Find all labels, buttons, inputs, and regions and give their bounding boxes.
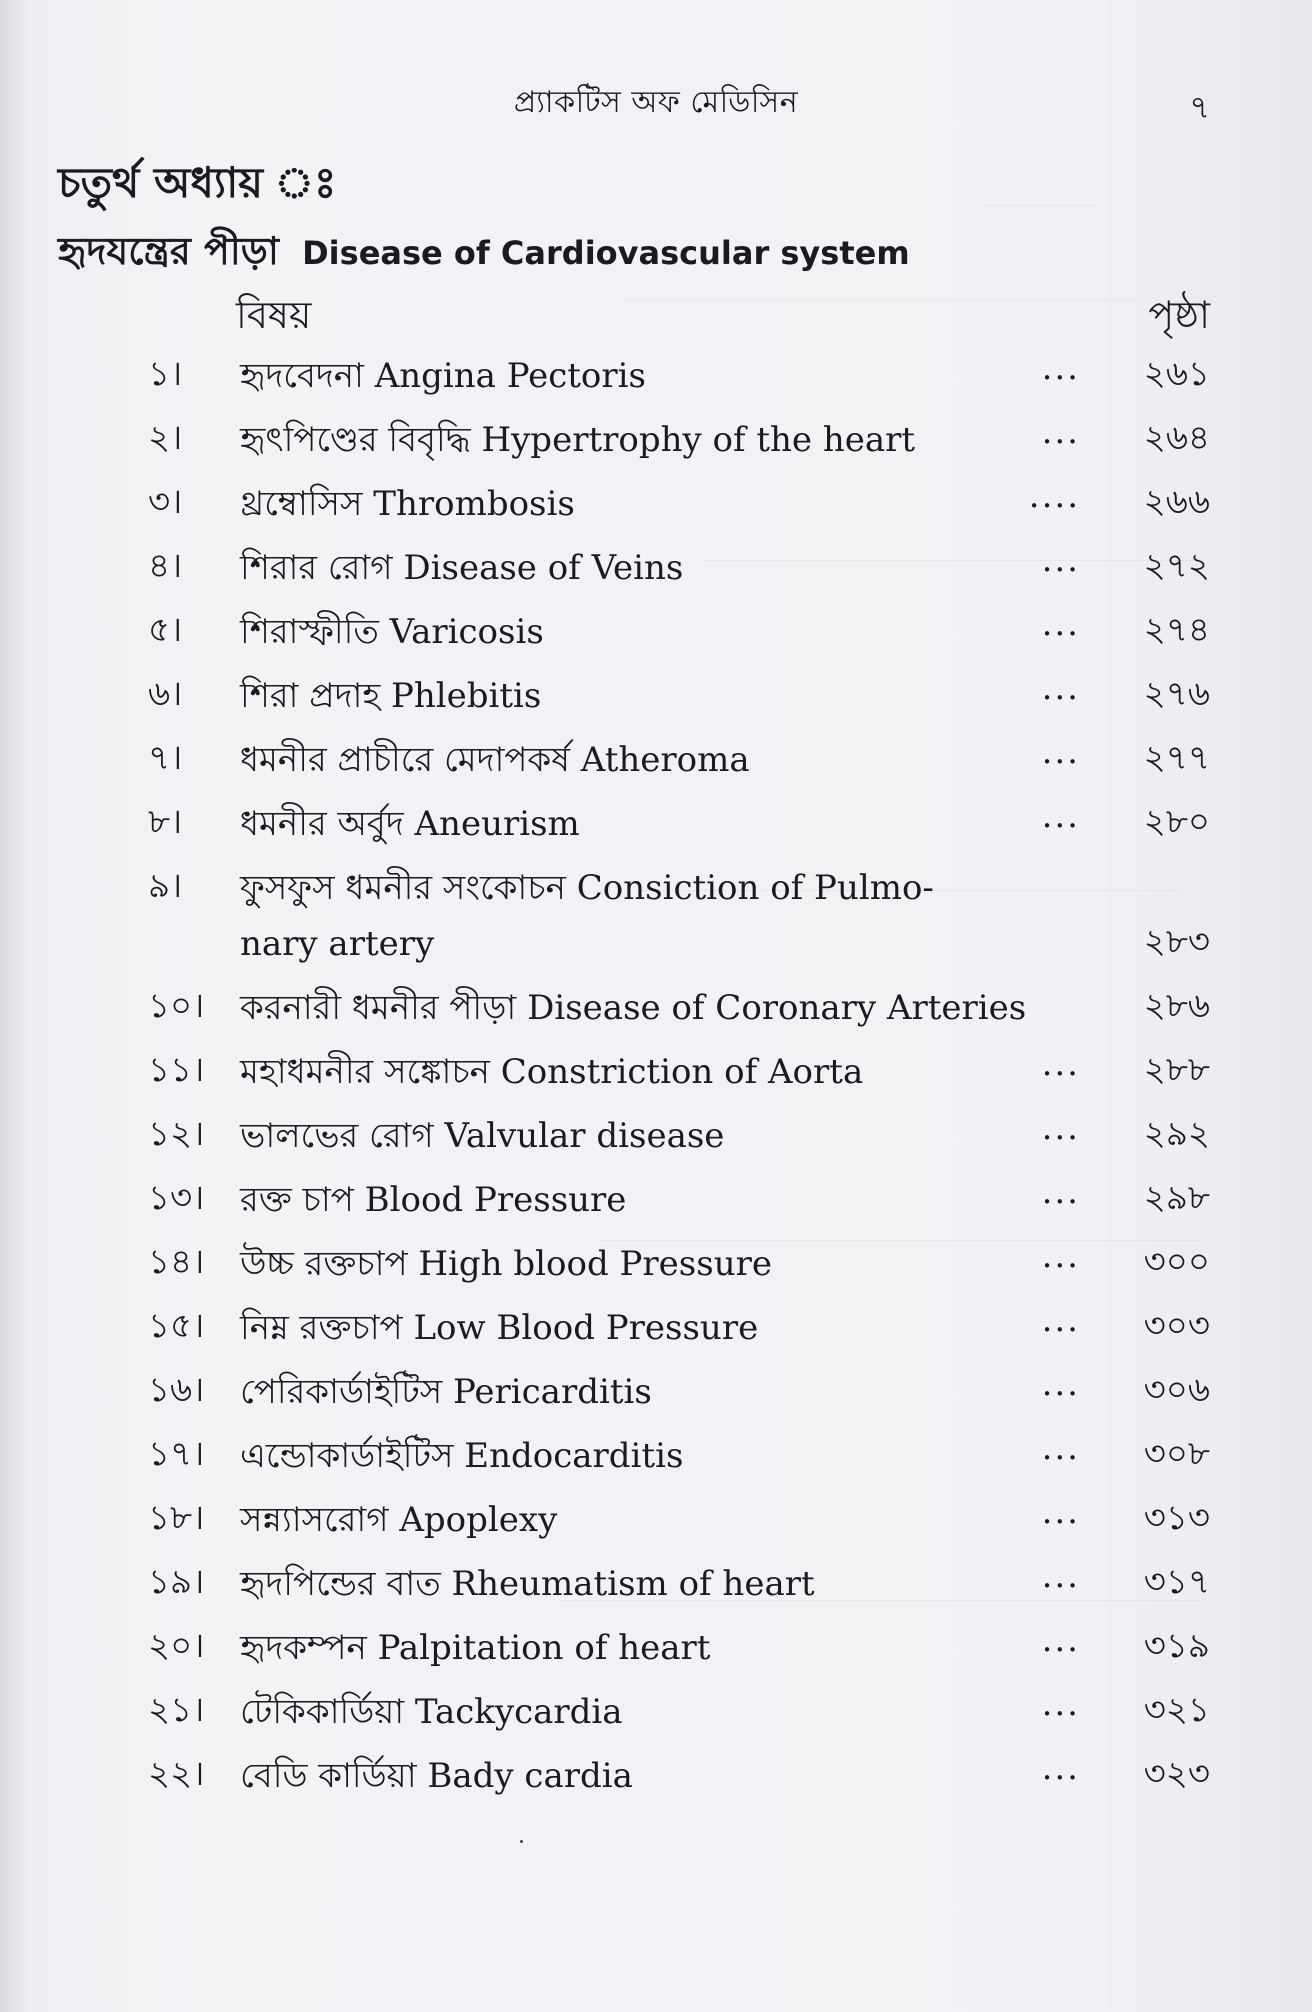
toc-entry xyxy=(0,1684,1312,1748)
entry-title: ধমনীর প্রাচীরে মেদাপকর্ষ Atheroma xyxy=(240,740,750,780)
toc-entry xyxy=(0,1172,1312,1236)
entry-page: ৩১৭ xyxy=(1143,1562,1210,1602)
toc-entry xyxy=(0,1300,1312,1364)
toc-entry xyxy=(0,668,1312,732)
entry-leader-dots: ... xyxy=(1041,1044,1080,1084)
entry-page: ২৬৬ xyxy=(1143,482,1210,522)
entry-title: টেকিকার্ডিয়া Tackycardia xyxy=(240,1692,623,1732)
entry-number: ৪। xyxy=(148,546,183,586)
entry-page: ৩১৩ xyxy=(1143,1498,1210,1538)
entry-title: ভালভের রোগ Valvular disease xyxy=(240,1116,725,1156)
entry-number: ২০। xyxy=(148,1626,205,1666)
entry-title: নিম্ন রক্তচাপ Low Blood Pressure xyxy=(240,1308,759,1348)
entry-leader-dots: ... xyxy=(1041,540,1080,580)
toc-entry xyxy=(0,604,1312,668)
entry-page: ৩০৩ xyxy=(1143,1306,1210,1346)
entry-page: ২৭৬ xyxy=(1143,674,1210,714)
entry-title: ফুসফুস ধমনীর সংকোচন Consiction of Pulmo- nary artery xyxy=(240,868,934,964)
entry-page: ২৮০ xyxy=(1143,802,1210,842)
entry-page: ৩০০ xyxy=(1143,1242,1210,1282)
entry-title: রক্ত চাপ Blood Pressure xyxy=(240,1180,627,1220)
entry-leader-dots: ... xyxy=(1041,1108,1080,1148)
entry-page: ২৭২ xyxy=(1143,546,1210,586)
entry-number: ৮। xyxy=(148,802,183,842)
entry-page: ২৯২ xyxy=(1143,1114,1210,1154)
entry-number: ৩। xyxy=(148,482,183,522)
entry-leader-dots: ... xyxy=(1041,412,1080,452)
entry-number: ১১। xyxy=(148,1050,205,1090)
entry-title: হৃদবেদনা Angina Pectoris xyxy=(240,356,646,396)
entry-title: করনারী ধমনীর পীড়া Disease of Coronary Arteries xyxy=(240,988,1027,1028)
entry-number: ৬। xyxy=(148,674,183,714)
entry-page: ২৯৮ xyxy=(1143,1178,1210,1218)
toc-entry xyxy=(0,1236,1312,1300)
entry-title: সন্ন্যাসরোগ Apoplexy xyxy=(240,1500,558,1540)
entry-page: ৩১৯ xyxy=(1143,1626,1210,1666)
entry-leader-dots: ... xyxy=(1041,796,1080,836)
entry-leader-dots: ... xyxy=(1041,1300,1080,1340)
entry-number: ১৮। xyxy=(148,1498,205,1538)
table-of-contents xyxy=(0,348,1312,1812)
entry-title: উচ্চ রক্তচাপ High blood Pressure xyxy=(240,1244,772,1284)
toc-entry xyxy=(0,1492,1312,1556)
entry-leader-dots: ... xyxy=(1041,1428,1080,1468)
toc-entry xyxy=(0,1428,1312,1492)
entry-leader-dots: ... xyxy=(1041,1492,1080,1532)
entry-number: ১। xyxy=(148,354,183,394)
column-header-subject: বিষয় xyxy=(236,293,312,337)
entry-title: ধমনীর অর্বুদ Aneurism xyxy=(240,804,580,844)
entry-page: ৩০৬ xyxy=(1143,1370,1210,1410)
section-title-english: Disease of Cardiovascular system xyxy=(302,234,910,272)
entry-number: ২। xyxy=(148,418,183,458)
toc-entry xyxy=(0,860,1312,980)
toc-entry xyxy=(0,980,1312,1044)
entry-page: ৩২৩ xyxy=(1143,1754,1210,1794)
entry-leader-dots: .... xyxy=(1028,476,1080,516)
entry-number: ২১। xyxy=(148,1690,205,1730)
entry-number: ৯। xyxy=(148,866,183,906)
toc-entry xyxy=(0,476,1312,540)
toc-entry xyxy=(0,1748,1312,1812)
entry-page: ২৮৬ xyxy=(1143,986,1210,1026)
entry-number: ১৭। xyxy=(148,1434,205,1474)
entry-page: ২৮৮ xyxy=(1143,1050,1210,1090)
entry-title: হৃৎপিণ্ডের বিবৃদ্ধি Hypertrophy of the heart xyxy=(240,420,916,460)
entry-leader-dots: ... xyxy=(1041,668,1080,708)
entry-title: মহাধমনীর সঙ্কোচন Constriction of Aorta xyxy=(240,1052,864,1092)
page-number: ৭ xyxy=(1189,88,1210,126)
entry-number: ২২। xyxy=(148,1754,205,1794)
entry-title: শিরা প্রদাহ Phlebitis xyxy=(240,676,542,716)
entry-title: বেডি কার্ডিয়া Bady cardia xyxy=(240,1756,633,1796)
entry-leader-dots: ... xyxy=(1041,1236,1080,1276)
entry-page: ২৮৩ xyxy=(1143,922,1210,962)
entry-title: হৃদকম্পন Palpitation of heart xyxy=(240,1628,711,1668)
entry-leader-dots: ... xyxy=(1041,732,1080,772)
entry-number: ১৯। xyxy=(148,1562,205,1602)
toc-entry xyxy=(0,732,1312,796)
toc-entry xyxy=(0,1044,1312,1108)
entry-leader-dots: ... xyxy=(1041,604,1080,644)
chapter-heading: চতুর্থ অধ্যায় ঃ xyxy=(58,158,337,207)
toc-entry xyxy=(0,796,1312,860)
print-speck xyxy=(520,1840,523,1843)
entry-leader-dots: ... xyxy=(1041,1620,1080,1660)
entry-leader-dots: ... xyxy=(1041,1364,1080,1404)
toc-entry xyxy=(0,348,1312,412)
entry-leader-dots: ... xyxy=(1041,1684,1080,1724)
entry-number: ৫। xyxy=(148,610,183,650)
toc-entry xyxy=(0,412,1312,476)
entry-number: ১৬। xyxy=(148,1370,205,1410)
entry-number: ১২। xyxy=(148,1114,205,1154)
entry-number: ১৪। xyxy=(148,1242,205,1282)
entry-number: ১৫। xyxy=(148,1306,205,1346)
entry-title: এন্ডোকার্ডাইটিস Endocarditis xyxy=(240,1436,684,1476)
toc-entry xyxy=(0,1556,1312,1620)
running-header: প্র্যাকটিস অফ মেডিসিন xyxy=(513,85,799,120)
entry-page: ২৬১ xyxy=(1143,354,1210,394)
entry-title: থ্রম্বোসিস Thrombosis xyxy=(240,484,575,524)
toc-entry xyxy=(0,1364,1312,1428)
entry-page: ৩২১ xyxy=(1143,1690,1210,1730)
section-title-bengali: হৃদযন্ত্রের পীড়া xyxy=(58,228,279,273)
toc-entry xyxy=(0,1620,1312,1684)
entry-leader-dots: ... xyxy=(1041,1556,1080,1596)
entry-number: ১৩। xyxy=(148,1178,205,1218)
entry-leader-dots: ... xyxy=(1041,1172,1080,1212)
entry-title: শিরার রোগ Disease of Veins xyxy=(240,548,684,588)
entry-title: হৃদপিন্ডের বাত Rheumatism of heart xyxy=(240,1564,815,1604)
entry-leader-dots: ... xyxy=(1041,348,1080,388)
toc-entry xyxy=(0,1108,1312,1172)
entry-page: ৩০৮ xyxy=(1143,1434,1210,1474)
entry-page: ২৭৭ xyxy=(1143,738,1210,778)
entry-page: ২৬৪ xyxy=(1143,418,1210,458)
entry-title: পেরিকার্ডাইটিস Pericarditis xyxy=(240,1372,652,1412)
entry-number: ৭। xyxy=(148,738,183,778)
toc-entry xyxy=(0,540,1312,604)
entry-title: শিরাস্ফীতি Varicosis xyxy=(240,612,544,652)
entry-page: ২৭৪ xyxy=(1143,610,1210,650)
section-heading xyxy=(58,222,910,286)
column-header-page: পৃষ্ঠা xyxy=(1148,293,1210,337)
entry-leader-dots: ... xyxy=(1041,1748,1080,1788)
entry-number: ১০। xyxy=(148,986,205,1026)
